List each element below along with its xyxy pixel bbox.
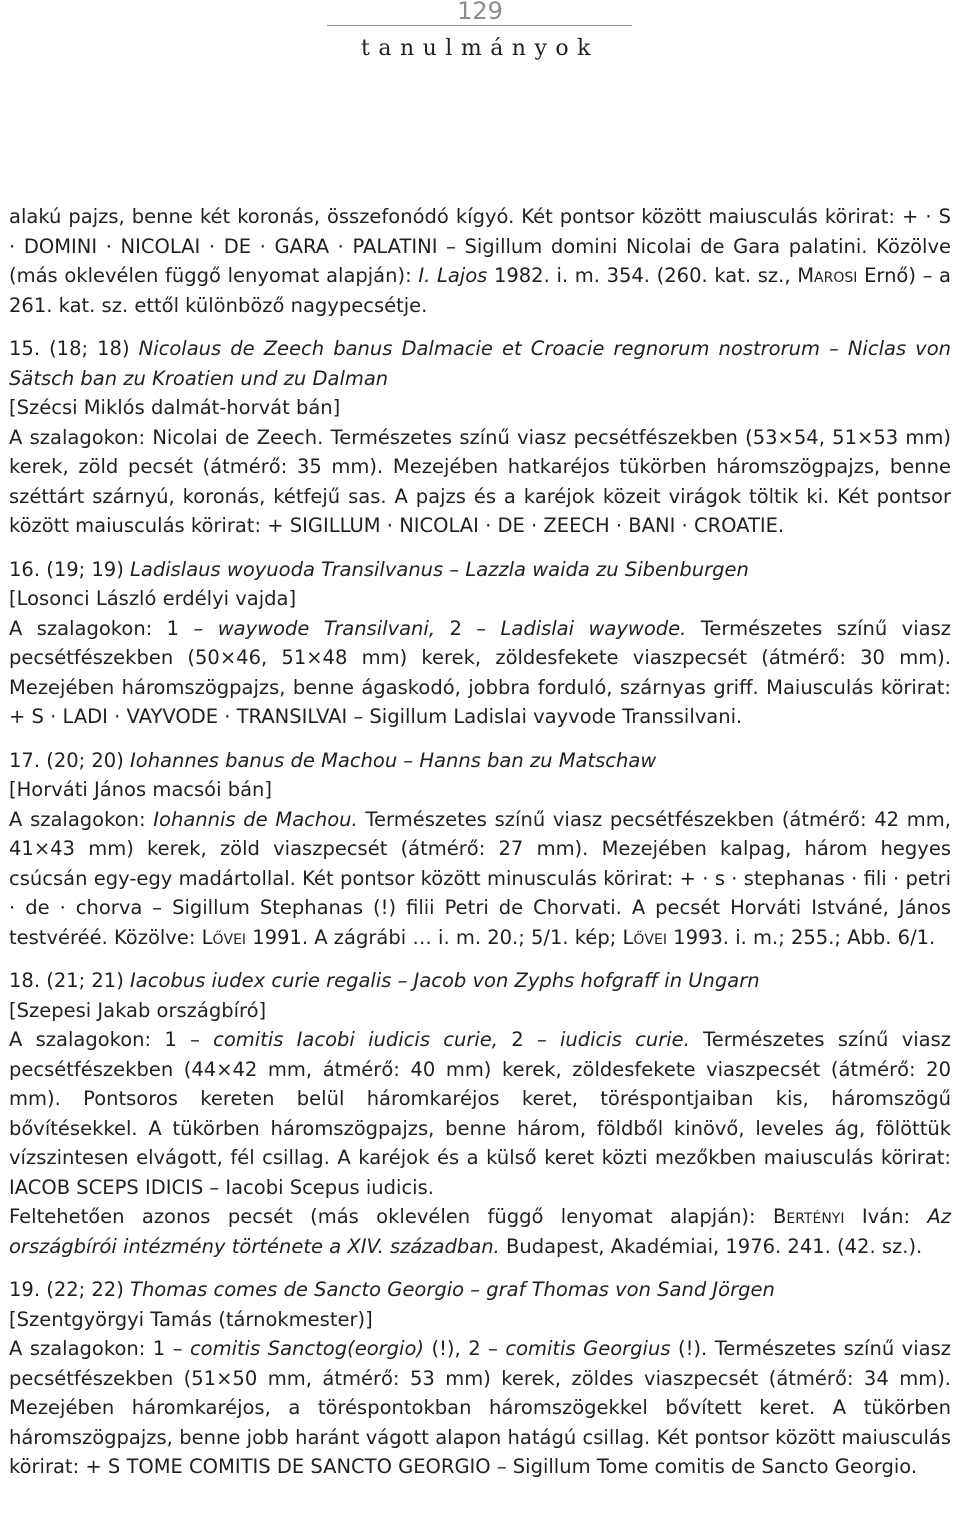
catalog-entry-18 xyxy=(9,966,951,1261)
text-run: A szalagokon: 1 – xyxy=(9,616,218,640)
text-run: alakú pajzs, benne két koronás, összefonódó kígyó. Két pontsor között maiusculás körirat: + · S · DOMINI · NICOLAI · DE · GARA · PALATINI – Sigillum domini Nicolai de Gara palatini. Közölve (más oklevélen függő lenyomat alapján): xyxy=(9,205,951,287)
text-run: Természetes színű viasz pecsétfészekben (50×46, 51×48 mm) kerek, zöldesfekete viaszpecsét (átmérő: 30 mm). Mezejében háromszögpajzs, benne ágaskodó, jobbra forduló, szárnyas griff. Maiusculás körirat: + S · LADI · VAYVODE · TRANSILVAI – Sigillum Ladislai vayvode Transsilvani. xyxy=(9,616,951,728)
intro-paragraph xyxy=(9,202,951,320)
italic-text: Ladislai waywode. xyxy=(500,616,687,640)
italic-text: Ladislaus woyuoda Transilvanus – Lazzla waida zu Sibenburgen xyxy=(130,557,749,581)
entry-note xyxy=(9,1202,951,1261)
entry-description xyxy=(9,1334,951,1482)
text-run: 17. (20; 20) xyxy=(9,748,131,772)
entry-modern-name: [Szentgyörgyi Tamás (tárnokmester)] xyxy=(9,1307,373,1331)
entry-heading xyxy=(9,334,951,393)
italic-text: iudicis curie. xyxy=(559,1028,690,1051)
text-run: 1993. i. m.; 255.; Abb. 6/1. xyxy=(666,925,936,949)
text-run: (!). Természetes színű viasz pecsétfészekben (51×50 mm, átmérő: 53 mm) kerek, zöldes viaszpecsét (átmérő: 34 mm). Mezejében háromkaréjos, a töréspontokban háromszögekkel bővített keret. A tükörben háromszögpajzs, benne jobb haránt vágott alapon hatágú csillag. Két pontsor között maiusculás körirat: + S TOME COMITIS DE SANCTO GEORGIO – Sigillum Tome comitis de Sancto Georgio. xyxy=(9,1337,951,1478)
entry-modern-name: [Szepesi Jakab országbíró] xyxy=(9,998,267,1022)
catalog-entry-17 xyxy=(9,746,951,953)
text-run: A szalagokon: Nicolai de Zeech. Természetes színű viasz pecsétfészekben (53×54, 51×53 mm) kerek, zöld pecsét (átmérő: 35 mm). Mezejében hatkaréjos tükörben háromszögpajzs, benne széttárt szárnyú, koronás, kétfejű sas. A pajzs és a karéjok közeit virágok töltik ki. Két pontsor között maiusculás körirat: + SIGILLUM · NICOLAI · DE · ZEECH · BANI · CROATIE. xyxy=(9,425,951,537)
author-name: Lővei xyxy=(622,925,667,949)
catalog-entry-16 xyxy=(9,555,951,732)
text-run: 1991. A zágrábi … i. m. 20.; 5/1. kép; xyxy=(246,925,623,949)
page-number: 129 xyxy=(457,0,503,25)
italic-text: Iohannis de Machou. xyxy=(153,807,358,831)
italic-text: comitis Georgius xyxy=(505,1337,671,1360)
text-run: 19. (22; 22) xyxy=(9,1278,131,1301)
page-header xyxy=(0,0,960,70)
author-name: Bertényi xyxy=(773,1205,845,1228)
text-run: 16. (19; 19) xyxy=(9,557,131,581)
text-run: A szalagokon: 1 – xyxy=(9,1337,190,1360)
italic-text: Az országbírói intézmény története a XIV. században. xyxy=(9,1205,951,1258)
italic-text: Iacobus iudex curie regalis – Jacob von Zyphs hofgraff in Ungarn xyxy=(130,969,760,992)
italic-text: Nicolaus de Zeech banus Dalmacie et Croacie regnorum nostrorum – Niclas von Sätsch ban zu Kroatien und zu Dalman xyxy=(9,337,951,390)
italic-text: Iohannes banus de Machou – Hanns ban zu Matschaw xyxy=(130,748,657,772)
header-divider xyxy=(327,25,632,26)
italic-text: Thomas comes de Sancto Georgio – graf Thomas von Sand Jörgen xyxy=(130,1278,775,1301)
text-run: Budapest, Akadémiai, 1976. 241. (42. sz.). xyxy=(499,1234,923,1258)
text-run: Iván: xyxy=(844,1205,928,1228)
entry-description xyxy=(9,1025,951,1202)
entry-description xyxy=(9,614,951,732)
entry-description xyxy=(9,805,951,953)
italic-text: comitis Sanctog(eorgio) xyxy=(189,1337,424,1360)
section-title: tanulmányok xyxy=(361,36,599,61)
text-run: 2 – xyxy=(497,1028,560,1051)
text-run: Feltehetően azonos pecsét (más oklevélen függő lenyomat alapján): xyxy=(9,1205,773,1228)
entry-modern-name: [Horváti János macsói bán] xyxy=(9,778,272,801)
italic-text: waywode Transilvani, xyxy=(217,616,436,640)
text-run: Ernő) – a 261. kat. sz. ettől különböző nagypecsétje. xyxy=(9,264,951,317)
text-run: 15. (18; 18) xyxy=(9,337,139,360)
text-run: (!), 2 – xyxy=(423,1337,506,1360)
text-run: Természetes színű viasz pecsétfészekben (44×42 mm, átmérő: 40 mm) kerek, zöldesfekete viaszpecsét (átmérő: 20 mm). Pontsoros kereten belül háromkaréjos keret, töréspontjaiban kis, háromszögű bővítésekkel. A tükörben háromszögpajzs, benne három, földből kinövő, leveles ág, fölöttük vízszintesen elvágott, fél csillag. A karéjok és a külső keret közti mezőkben maiusculás körirat: IACOB SCEPS IDICIS – Iacobi Scepus iudicis. xyxy=(9,1028,951,1199)
entry-heading xyxy=(9,555,951,585)
author-name: Lővei xyxy=(201,925,247,949)
italic-text: comitis Iacobi iudicis curie, xyxy=(213,1028,498,1051)
text-run: 1982. i. m. 354. (260. kat. sz., xyxy=(487,264,798,287)
entry-heading xyxy=(9,966,951,996)
author-name: Marosi xyxy=(797,264,858,287)
text-run: A szalagokon: xyxy=(9,807,154,831)
catalog-entry-15 xyxy=(9,334,951,541)
entry-modern-name: [Losonci László erdélyi vajda] xyxy=(9,587,297,610)
text-run: 2 – xyxy=(435,616,501,640)
text-run: A szalagokon: 1 – xyxy=(9,1028,214,1051)
italic-text: I. Lajos xyxy=(418,264,488,287)
entry-heading xyxy=(9,746,951,776)
document-body xyxy=(9,202,951,1482)
text-run: 18. (21; 21) xyxy=(9,969,131,992)
text-run: Természetes színű viasz pecsétfészekben (átmérő: 42 mm, 41×43 mm) kerek, zöld viaszpecsét (átmérő: 27 mm). Mezejében kalpag, három hegyes csúcsán egy-egy madártollal. Két pontsor között minusculás körirat: + · s · stephanas · fili · petri · de · chorva – Sigillum Stephanas (!) filii Petri de Chorvati. A pecsét Horváti Istváné, János testvéréé. Közölve: xyxy=(9,807,951,949)
entry-description xyxy=(9,423,951,541)
catalog-entry-19 xyxy=(9,1275,951,1482)
entry-modern-name: [Szécsi Miklós dalmát-horvát bán] xyxy=(9,396,341,419)
entry-heading xyxy=(9,1275,951,1305)
